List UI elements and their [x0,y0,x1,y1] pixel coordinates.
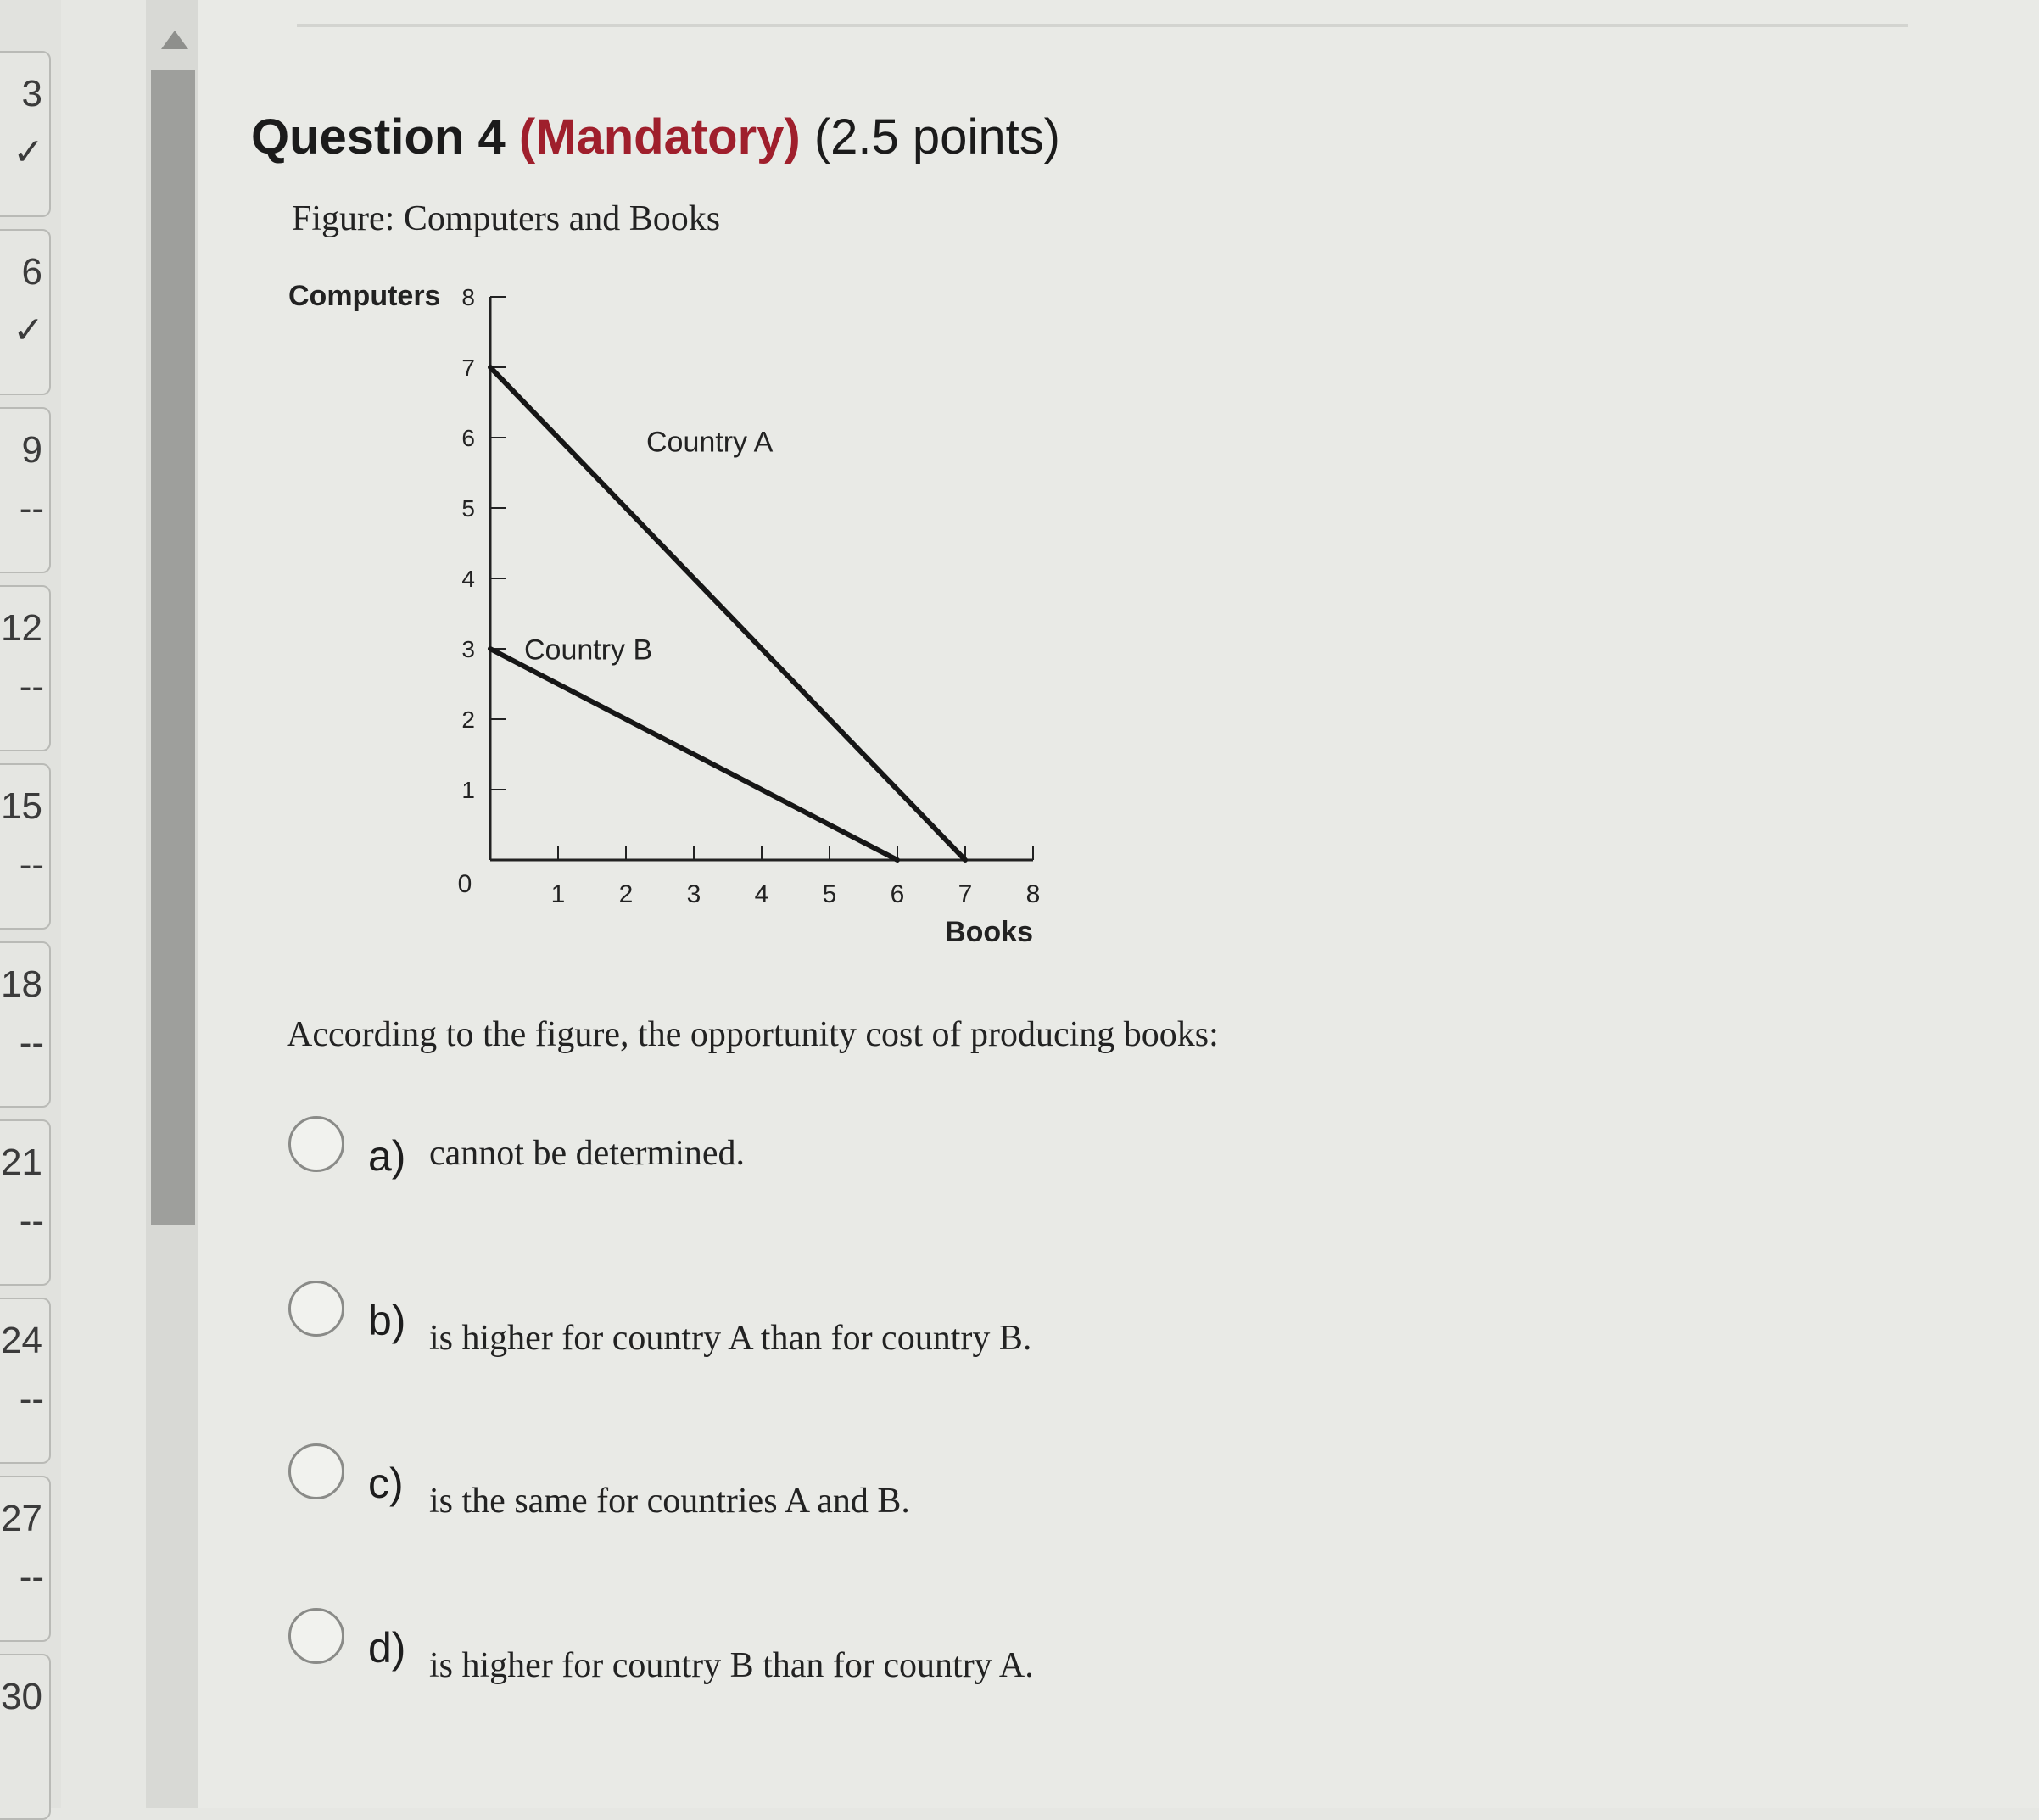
scroll-up-arrow-icon[interactable] [161,31,188,49]
checkmark-icon: ✓ [13,310,44,351]
question-nav-panel [0,0,61,1808]
radio-option-a[interactable] [288,1116,344,1172]
x-tick-label: 7 [958,880,973,908]
nav-question-number: 30 [1,1676,42,1717]
ppf-chart [280,263,1086,958]
nav-question-item[interactable] [0,51,51,217]
unanswered-dash-icon: -- [19,1200,44,1242]
option-b[interactable] [288,1281,1391,1365]
nav-question-item[interactable] [0,763,51,930]
nav-question-item[interactable] [0,1298,51,1464]
nav-question-number: 15 [1,785,42,827]
y-tick-label: 2 [461,706,475,733]
y-tick-label: 5 [461,495,475,522]
option-a-text: cannot be determined. [429,1134,746,1173]
option-d[interactable] [288,1608,1391,1693]
series-label: Country A [646,426,774,459]
radio-option-b[interactable] [288,1281,344,1337]
y-tick-label: 6 [461,425,475,451]
option-d-letter: d) [368,1624,406,1672]
scrollbar-thumb[interactable] [151,70,195,1225]
nav-question-item[interactable] [0,1476,51,1642]
option-a-letter: a) [368,1132,406,1180]
x-tick-label: 0 [457,870,472,898]
question-stem: According to the figure, the opportunity cost of producing books: [287,1015,1219,1054]
unanswered-dash-icon: -- [19,488,44,529]
option-b-letter: b) [368,1297,406,1344]
nav-question-item[interactable] [0,407,51,573]
radio-option-d[interactable] [288,1608,344,1664]
x-tick-label: 4 [754,880,769,908]
y-tick-label: 4 [461,566,475,592]
x-tick-label: 6 [890,880,905,908]
unanswered-dash-icon: -- [19,1556,44,1598]
option-c-letter: c) [368,1460,404,1507]
nav-question-number: 21 [1,1142,42,1183]
divider [297,24,1908,27]
x-tick-label: 5 [822,880,837,908]
nav-question-number: 18 [1,963,42,1005]
points-label: (2.5 points) [813,109,1061,165]
unanswered-dash-icon: -- [19,666,44,707]
option-d-text: is higher for country B than for country A. [429,1646,1034,1685]
y-tick-label: 1 [461,777,475,803]
y-tick-label: 7 [461,355,475,381]
nav-question-number: 3 [21,73,42,114]
y-tick-label: 3 [461,636,475,662]
x-tick-label: 3 [686,880,701,908]
question-title [251,109,1060,165]
y-axis-label: Computers [288,280,441,312]
nav-question-item[interactable] [0,941,51,1108]
nav-question-number: 9 [21,429,42,471]
option-c[interactable] [288,1443,1391,1528]
series-line [490,649,897,860]
option-a[interactable] [288,1116,1391,1201]
nav-question-number: 24 [1,1320,42,1361]
unanswered-dash-icon: -- [19,1378,44,1420]
nav-question-item[interactable] [0,585,51,751]
unanswered-dash-icon: -- [19,844,44,885]
nav-question-number: 12 [1,607,42,649]
x-tick-label: 8 [1025,880,1041,908]
nav-question-item[interactable] [0,1654,51,1820]
unanswered-dash-icon: -- [19,1022,44,1064]
question-label: Question 4 [251,109,506,165]
nav-question-number: 27 [1,1498,42,1539]
figure-caption: Figure: Computers and Books [292,199,721,238]
option-c-text: is the same for countries A and B. [429,1482,910,1521]
radio-option-c[interactable] [288,1443,344,1499]
nav-question-item[interactable] [0,229,51,395]
option-b-text: is higher for country A than for country B. [429,1319,1032,1358]
nav-question-item[interactable] [0,1119,51,1286]
y-tick-label: 8 [461,284,475,310]
mandatory-label: (Mandatory) [518,109,801,165]
x-tick-label: 2 [618,880,634,908]
checkmark-icon: ✓ [13,131,44,173]
series-label: Country B [524,634,653,667]
x-axis-label: Books [945,916,1033,948]
x-tick-label: 1 [550,880,566,908]
nav-question-number: 6 [21,251,42,293]
